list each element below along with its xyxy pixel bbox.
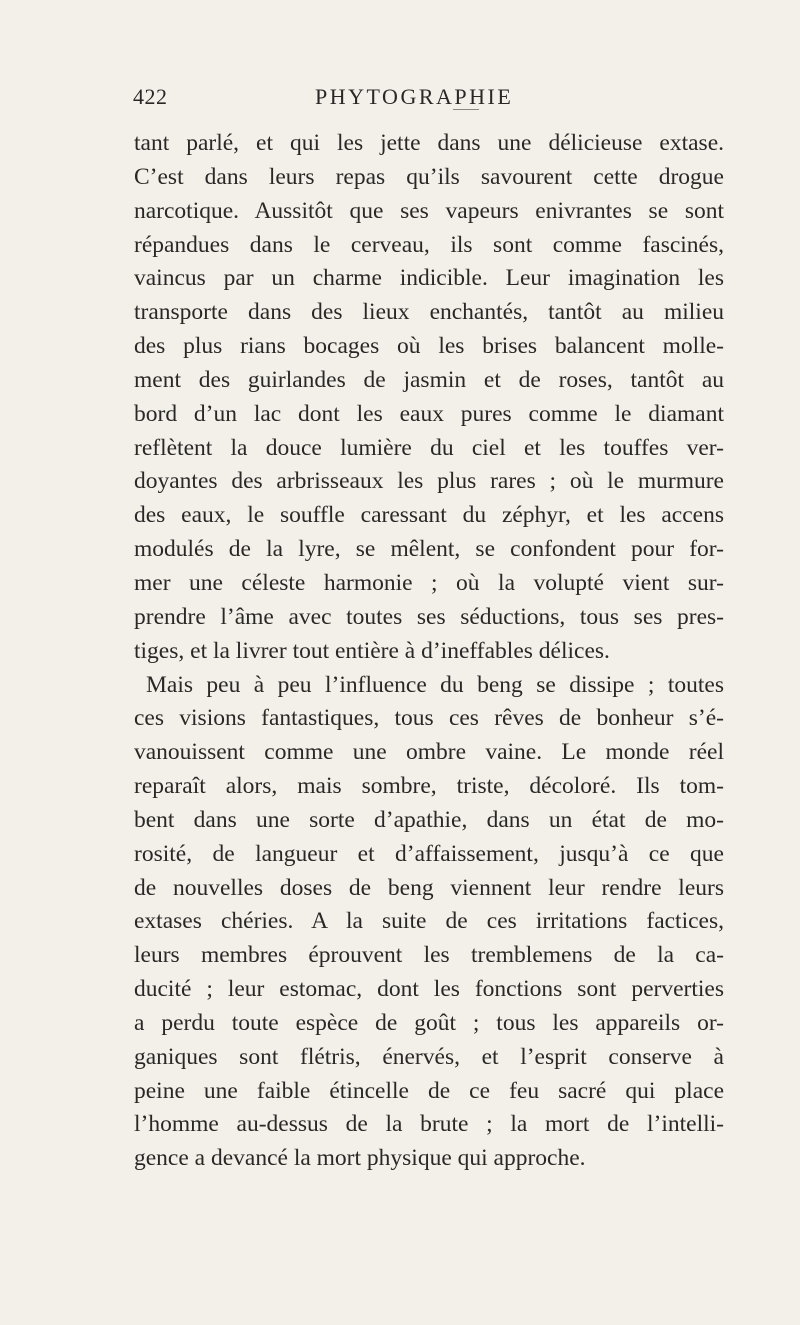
text-line: de nouvelles doses de beng viennent leur rendre leurs bbox=[134, 874, 724, 901]
text-line: extases chéries. A la suite de ces irritations factices, bbox=[134, 908, 724, 935]
text-line: Mais peu à peu l’influence du beng se dissipe ; toutes bbox=[146, 671, 724, 698]
text-line: l’homme au-dessus de la brute ; la mort de l’intelli- bbox=[134, 1111, 724, 1138]
text-line: narcotique. Aussitôt que ses vapeurs enivrantes se sont bbox=[134, 197, 724, 224]
page-number: 422 bbox=[133, 84, 168, 109]
text-line: répandues dans le cerveau, ils sont comme fascinés, bbox=[134, 231, 724, 258]
text-line: tant parlé, et qui les jette dans une délicieuse extase. bbox=[134, 130, 724, 156]
text-line: reflètent la douce lumière du ciel et les touffes ver- bbox=[134, 434, 724, 461]
text-line: leurs membres éprouvent les tremblemens de la ca- bbox=[134, 942, 724, 969]
text-line: rosité, de langueur et d’affaissement, jusqu’à ce que bbox=[134, 840, 724, 867]
text-line: prendre l’âme avec toutes ses séductions, tous ses pres- bbox=[134, 603, 724, 630]
text-line: des eaux, le souffle caressant du zéphyr, et les accens bbox=[134, 502, 724, 529]
running-title: PHYTOGRAPHIE bbox=[315, 84, 514, 109]
text-line: ganiques sont flétris, énervés, et l’esprit conserve à bbox=[134, 1043, 724, 1070]
text-line: doyantes des arbrisseaux les plus rares ; où le murmure bbox=[134, 468, 724, 495]
text-line: ducité ; leur estomac, dont les fonctions sont perverties bbox=[134, 976, 724, 1003]
text-line: des plus rians bocages où les brises balancent molle- bbox=[134, 333, 724, 360]
text-line: C’est dans leurs repas qu’ils savourent cette drogue bbox=[134, 163, 724, 190]
paragraph-1 bbox=[134, 127, 724, 669]
page-header bbox=[133, 84, 723, 114]
text-line: transporte dans des lieux enchantés, tantôt au milieu bbox=[134, 299, 724, 326]
paragraph-2 bbox=[134, 669, 724, 1177]
text-line: ment des guirlandes de jasmin et de roses, tantôt au bbox=[134, 366, 724, 393]
text-line: ces visions fantastiques, tous ces rêves de bonheur s’é- bbox=[134, 705, 724, 732]
text-line: reparaît alors, mais sombre, triste, décoloré. Ils tom- bbox=[134, 773, 724, 800]
text-line: a perdu toute espèce de goût ; tous les appareils or- bbox=[134, 1009, 724, 1036]
text-line: bent dans une sorte d’apathie, dans un état de mo- bbox=[134, 806, 724, 833]
text-line: modulés de la lyre, se mêlent, se confondent pour for- bbox=[134, 536, 724, 563]
text-line: peine une faible étincelle de ce feu sacré qui place bbox=[134, 1077, 724, 1104]
text-line: gence a devancé la mort physique qui approche. bbox=[134, 1145, 586, 1172]
header-rule bbox=[453, 109, 479, 110]
text-line: vanouissent comme une ombre vaine. Le monde réel bbox=[134, 739, 724, 766]
text-line: vaincus par un charme indicible. Leur imagination les bbox=[134, 265, 724, 292]
text-line: tiges, et la livrer tout entière à d’ineffables délices. bbox=[134, 637, 610, 664]
text-line: mer une céleste harmonie ; où la volupté vient sur- bbox=[134, 569, 724, 596]
body-text bbox=[134, 127, 724, 1176]
text-line: bord d’un lac dont les eaux pures comme le diamant bbox=[134, 400, 724, 427]
